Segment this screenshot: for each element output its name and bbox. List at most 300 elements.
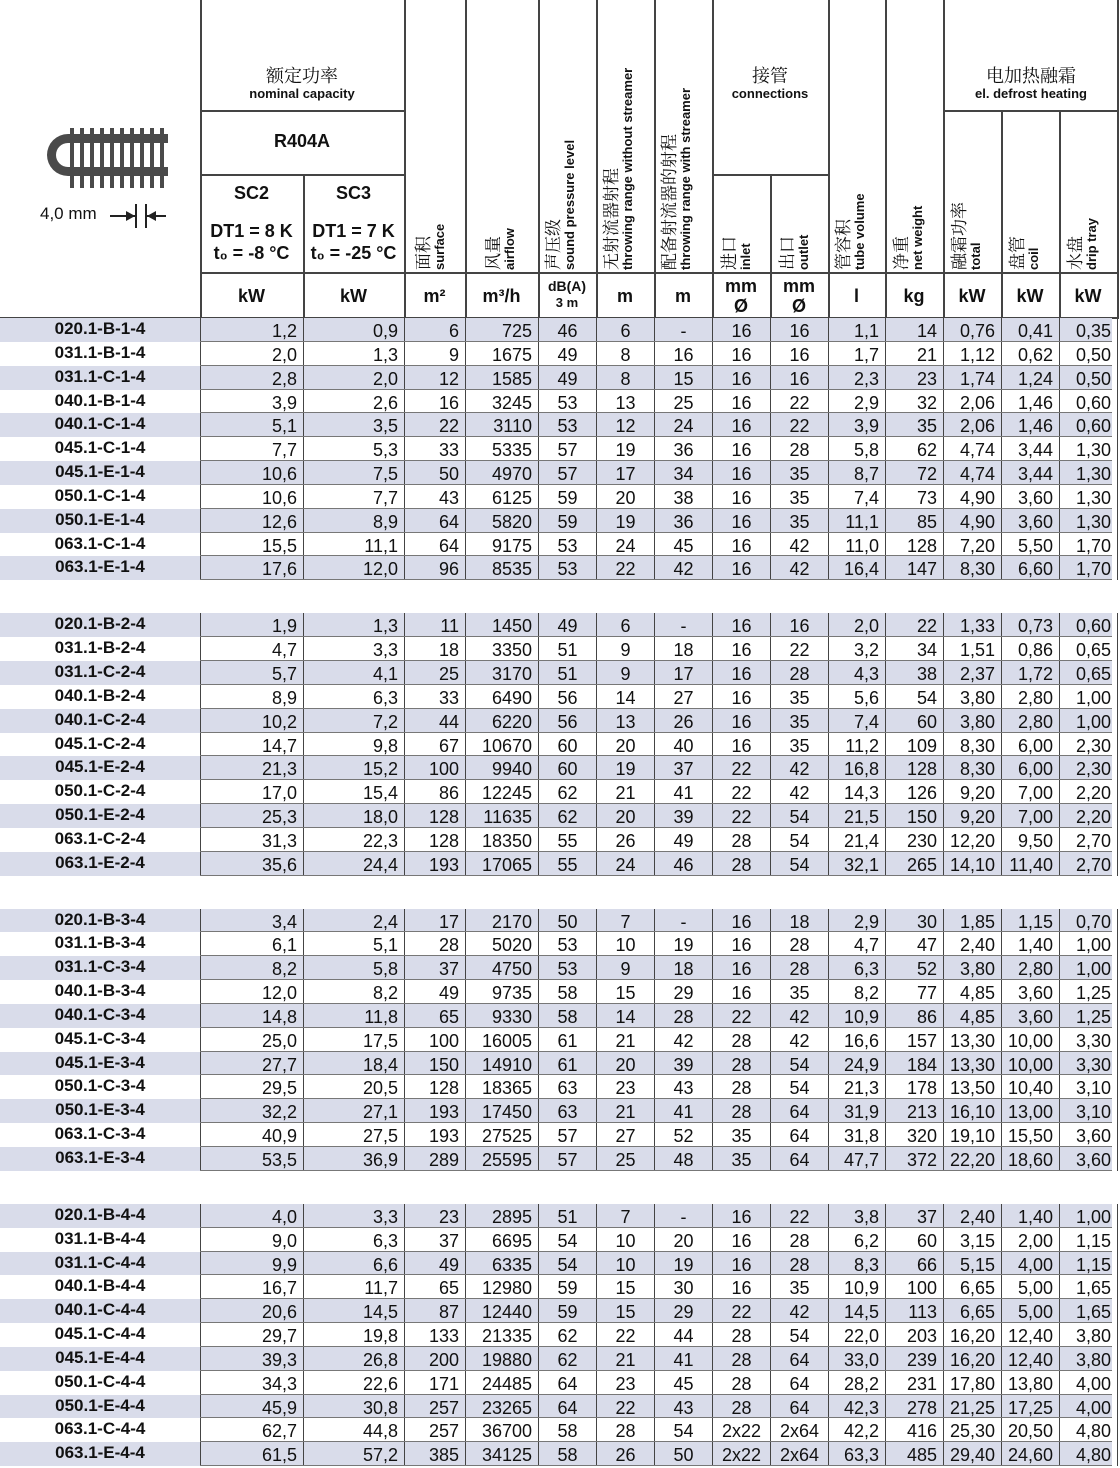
sc3-cell: 2,0 (303, 366, 404, 390)
defrost-coil-cell: 5,50 (1001, 533, 1059, 557)
tube-volume-cell: 3,2 (828, 637, 885, 661)
outlet-cell: 16 (770, 366, 828, 390)
throw-with-cell: 15 (654, 366, 712, 390)
sc2-cell: 40,9 (200, 1123, 303, 1147)
defrost-coil-cell: 10,00 (1001, 1052, 1059, 1076)
outlet-cell: 22 (770, 413, 828, 437)
airflow-cell: 3245 (465, 390, 538, 414)
defrost-coil-cell: 17,25 (1001, 1395, 1059, 1419)
inlet-cell: 35 (712, 1123, 770, 1147)
defrost-total-cell: 2,06 (943, 390, 1001, 414)
throw-with-cell: 34 (654, 461, 712, 485)
model-cell: 031.1-C-1-4 (54, 366, 146, 386)
sc3-cell: 30,8 (303, 1395, 404, 1419)
sc3-cell: 3,5 (303, 413, 404, 437)
throw-with-cell: 50 (654, 1442, 712, 1466)
surface-cell: 17 (404, 909, 465, 933)
defrost-tray-cell: 1,65 (1059, 1299, 1117, 1323)
defrost-total-cell: 3,80 (943, 709, 1001, 733)
model-cell: 020.1-B-1-4 (54, 319, 146, 338)
surface-cell: 171 (404, 1371, 465, 1395)
airflow-cell: 6125 (465, 485, 538, 509)
sound-cell: 53 (538, 956, 596, 980)
table-row (0, 1275, 1112, 1299)
net-weight-cell: 62 (885, 437, 943, 461)
sound-cell: 59 (538, 1299, 596, 1323)
throw-no-cell: 6 (596, 613, 654, 637)
sound-cell: 53 (538, 413, 596, 437)
airflow-cell: 27525 (465, 1123, 538, 1147)
table-row (0, 1347, 1112, 1371)
tube-volume-cell: 2,3 (828, 366, 885, 390)
inlet-header: 进口 inlet (720, 236, 753, 270)
table-row (0, 780, 1112, 804)
defrost-tray-cell: 1,30 (1059, 437, 1117, 461)
defrost-total-cell: 29,40 (943, 1442, 1001, 1466)
net-weight-cell: 231 (885, 1371, 943, 1395)
inlet-cell: 28 (712, 1028, 770, 1052)
data-table (0, 318, 1112, 1466)
table-row (0, 1052, 1112, 1076)
defrost-coil-cell: 3,44 (1001, 437, 1059, 461)
inlet-cell: 16 (712, 613, 770, 637)
net-weight-cell: 113 (885, 1299, 943, 1323)
model-cell: 020.1-B-2-4 (54, 614, 146, 634)
tube-volume-cell: 14,5 (828, 1299, 885, 1323)
outlet-cell: 28 (770, 1252, 828, 1276)
sc3-cell: 22,6 (303, 1371, 404, 1395)
defrost-tray-cell: 3,10 (1059, 1099, 1117, 1123)
unit-weight: kg (903, 286, 925, 306)
defrost-coil-cell: 1,46 (1001, 413, 1059, 437)
sound-cell: 58 (538, 1442, 596, 1466)
outlet-cell: 42 (770, 556, 828, 580)
sc2-cell: 2,8 (200, 366, 303, 390)
surface-cell: 257 (404, 1418, 465, 1442)
sc2-cell: 5,7 (200, 661, 303, 685)
model-cell: 063.1-E-3-4 (55, 1148, 145, 1167)
surface-cell: 49 (404, 1252, 465, 1276)
model-cell: 050.1-E-1-4 (55, 509, 145, 529)
sound-cell: 59 (538, 509, 596, 533)
defrost-total-cell: 1,12 (943, 342, 1001, 366)
table-row (0, 852, 1112, 876)
table-row (0, 756, 1112, 780)
throw-no-header: 无射流器射程 throwing range without streamer (602, 67, 635, 270)
defrost-coil-cell: 2,80 (1001, 956, 1059, 980)
tube-volume-cell: 42,3 (828, 1395, 885, 1419)
defrost-coil-cell: 0,73 (1001, 613, 1059, 637)
airflow-cell: 8535 (465, 556, 538, 580)
sc3-cell: 1,3 (303, 342, 404, 366)
sc2-cell: 2,0 (200, 342, 303, 366)
sc2-cell: 29,7 (200, 1323, 303, 1347)
throw-with-cell: 42 (654, 1028, 712, 1052)
defrost-tray-cell: 1,30 (1059, 461, 1117, 485)
defrost-tray-cell: 1,65 (1059, 1275, 1117, 1299)
model-cell: 050.1-C-3-4 (54, 1076, 146, 1096)
net-weight-cell: 150 (885, 804, 943, 828)
unit-tray: kW (1074, 286, 1102, 306)
throw-no-cell: 27 (596, 1123, 654, 1147)
model-cell: 031.1-C-3-4 (54, 957, 146, 977)
defrost-coil-cell: 10,00 (1001, 1028, 1059, 1052)
sound-cell: 55 (538, 828, 596, 852)
model-cell: 040.1-C-1-4 (54, 414, 146, 434)
defrost-coil-cell: 7,00 (1001, 780, 1059, 804)
table-row (0, 1075, 1112, 1099)
net-weight-cell: 265 (885, 852, 943, 876)
inlet-cell: 22 (712, 1004, 770, 1028)
surface-cell: 33 (404, 685, 465, 709)
throw-no-cell: 14 (596, 1004, 654, 1028)
sc3-cell: 18,4 (303, 1052, 404, 1076)
throw-with-cell: 29 (654, 1299, 712, 1323)
sc3-cell: 15,4 (303, 780, 404, 804)
throw-no-cell: 13 (596, 709, 654, 733)
tube-volume-cell: 21,4 (828, 828, 885, 852)
model-cell: 040.1-C-3-4 (54, 1004, 146, 1024)
model-cell: 031.1-B-3-4 (54, 933, 146, 953)
surface-cell: 385 (404, 1442, 465, 1466)
defrost-coil-cell: 20,50 (1001, 1418, 1059, 1442)
net-weight-cell: 100 (885, 1275, 943, 1299)
table-row (0, 1371, 1112, 1395)
sound-cell: 59 (538, 1275, 596, 1299)
defrost-tray-cell: 3,60 (1059, 1123, 1117, 1147)
model-cell: 020.1-B-4-4 (54, 1204, 146, 1224)
surface-cell: 25 (404, 661, 465, 685)
defrost-coil-cell: 1,40 (1001, 1204, 1059, 1228)
throw-with-header: 配备射流器的射程 throwing range with streamer (660, 87, 693, 270)
defrost-tray-cell: 0,60 (1059, 613, 1117, 637)
net-weight-cell: 52 (885, 956, 943, 980)
table-row (0, 980, 1112, 1004)
tube-volume-cell: 11,1 (828, 509, 885, 533)
defrost-total-cell: 16,20 (943, 1323, 1001, 1347)
defrost-coil-cell: 9,50 (1001, 828, 1059, 852)
net-weight-cell: 34 (885, 637, 943, 661)
sound-cell: 54 (538, 1228, 596, 1252)
tube-volume-cell: 22,0 (828, 1323, 885, 1347)
defrost-total-cell: 9,20 (943, 780, 1001, 804)
airflow-cell: 9735 (465, 980, 538, 1004)
tube-volume-cell: 2,9 (828, 390, 885, 414)
sc3-cell: 2,4 (303, 909, 404, 933)
defrost-total-cell: 4,74 (943, 461, 1001, 485)
unit-tube: l (853, 286, 859, 306)
outlet-cell: 22 (770, 390, 828, 414)
net-weight-cell: 35 (885, 413, 943, 437)
defrost-tray-cell: 4,00 (1059, 1371, 1117, 1395)
net-weight-cell: 126 (885, 780, 943, 804)
inlet-cell: 16 (712, 556, 770, 580)
sound-cell: 63 (538, 1099, 596, 1123)
defrost-total-cell: 1,74 (943, 366, 1001, 390)
defrost-coil-cell: 2,00 (1001, 1228, 1059, 1252)
model-cell: 063.1-E-2-4 (55, 852, 145, 872)
sc2-cell: 1,2 (200, 318, 303, 342)
sc3-cell: 7,5 (303, 461, 404, 485)
surface-cell: 12 (404, 366, 465, 390)
throw-with-cell: 45 (654, 1371, 712, 1395)
tube-volume-cell: 4,7 (828, 932, 885, 956)
surface-cell: 128 (404, 1075, 465, 1099)
sc2-cell: 10,6 (200, 485, 303, 509)
airflow-cell: 4750 (465, 956, 538, 980)
table-row (0, 1204, 1112, 1228)
defrost-coil-cell: 6,00 (1001, 756, 1059, 780)
model-cell: 045.1-E-1-4 (55, 462, 145, 482)
defrost-total-cell: 4,85 (943, 1004, 1001, 1028)
throw-with-cell: 16 (654, 342, 712, 366)
tube-volume-cell: 16,6 (828, 1028, 885, 1052)
sc3-cell: 7,2 (303, 709, 404, 733)
surface-cell: 193 (404, 1099, 465, 1123)
outlet-cell: 54 (770, 1052, 828, 1076)
defrost-coil-cell: 13,00 (1001, 1099, 1059, 1123)
table-row (0, 1099, 1112, 1123)
sc2-cell: 7,7 (200, 437, 303, 461)
airflow-cell: 2895 (465, 1204, 538, 1228)
defrost-tray-cell: 0,65 (1059, 661, 1117, 685)
tube-volume-cell: 21,3 (828, 1075, 885, 1099)
defrost-tray-cell: 2,70 (1059, 828, 1117, 852)
sound-cell: 64 (538, 1371, 596, 1395)
throw-with-cell: 37 (654, 756, 712, 780)
throw-with-cell: 18 (654, 956, 712, 980)
defrost-tray-cell: 1,00 (1059, 709, 1117, 733)
throw-no-cell: 15 (596, 1275, 654, 1299)
tube-volume-cell: 2,0 (828, 613, 885, 637)
surface-cell: 22 (404, 413, 465, 437)
tube-volume-cell: 16,8 (828, 756, 885, 780)
defrost-tray-cell: 0,65 (1059, 637, 1117, 661)
sc2-cell: 45,9 (200, 1395, 303, 1419)
defrost-total-header: 融霜功率 total (950, 202, 983, 270)
airflow-cell: 6490 (465, 685, 538, 709)
net-weight-cell: 37 (885, 1204, 943, 1228)
tube-volume-cell: 5,6 (828, 685, 885, 709)
model-cell: 031.1-B-1-4 (54, 342, 146, 362)
surface-cell: 44 (404, 709, 465, 733)
outlet-cell: 2x64 (770, 1442, 828, 1466)
table-group (0, 613, 1112, 875)
tube-volume-cell: 3,9 (828, 413, 885, 437)
outlet-cell: 28 (770, 661, 828, 685)
airflow-cell: 18365 (465, 1075, 538, 1099)
throw-no-cell: 6 (596, 318, 654, 342)
tube-volume-cell: 8,3 (828, 1252, 885, 1276)
unit-throw-with: m (674, 286, 691, 306)
throw-with-cell: 42 (654, 556, 712, 580)
airflow-header: 风量 airflow (484, 228, 517, 270)
tube-volume-cell: 8,2 (828, 980, 885, 1004)
outlet-cell: 42 (770, 1299, 828, 1323)
net-weight-cell: 47 (885, 932, 943, 956)
sound-cell: 57 (538, 1147, 596, 1171)
sc3-cell: 11,1 (303, 533, 404, 557)
throw-with-cell: 41 (654, 1347, 712, 1371)
outlet-cell: 42 (770, 533, 828, 557)
sc2-cell: 3,9 (200, 390, 303, 414)
model-cell: 063.1-C-3-4 (54, 1124, 146, 1144)
sc2-cell: 8,9 (200, 685, 303, 709)
defrost-tray-cell: 1,15 (1059, 1228, 1117, 1252)
fin-spacing-label: 4,0 mm (40, 204, 97, 223)
table-row (0, 613, 1112, 637)
throw-no-cell: 22 (596, 556, 654, 580)
outlet-cell: 22 (770, 1204, 828, 1228)
airflow-cell: 6335 (465, 1252, 538, 1276)
defrost-en: el. defrost heating (975, 86, 1087, 101)
defrost-tray-cell: 1,00 (1059, 956, 1117, 980)
sound-cell: 58 (538, 1418, 596, 1442)
model-cell: 050.1-E-2-4 (55, 805, 145, 825)
sc2-cell: 12,6 (200, 509, 303, 533)
sc2-label: SC2 (233, 183, 269, 203)
outlet-cell: 42 (770, 1004, 828, 1028)
defrost-total-cell: 2,40 (943, 932, 1001, 956)
sc2-cell: 4,7 (200, 637, 303, 661)
outlet-cell: 18 (770, 909, 828, 933)
throw-no-cell: 25 (596, 1147, 654, 1171)
unit-inlet-mm: mm (724, 276, 757, 296)
throw-with-cell: 30 (654, 1275, 712, 1299)
outlet-cell: 28 (770, 437, 828, 461)
throw-with-cell: 17 (654, 661, 712, 685)
inlet-cell: 16 (712, 485, 770, 509)
airflow-cell: 25595 (465, 1147, 538, 1171)
table-row (0, 709, 1112, 733)
tube-volume-cell: 42,2 (828, 1418, 885, 1442)
sc2-cell: 35,6 (200, 852, 303, 876)
surface-cell: 9 (404, 342, 465, 366)
table-header (0, 0, 1120, 318)
net-weight-cell: 72 (885, 461, 943, 485)
sc3-cell: 3,3 (303, 637, 404, 661)
defrost-coil-cell: 3,60 (1001, 1004, 1059, 1028)
table-row (0, 1123, 1112, 1147)
outlet-cell: 54 (770, 1075, 828, 1099)
defrost-tray-cell: 1,25 (1059, 980, 1117, 1004)
sc3-t: t₀ = -25 °C (310, 243, 397, 263)
inlet-cell: 22 (712, 804, 770, 828)
tube-volume-cell: 1,7 (828, 342, 885, 366)
net-weight-cell: 85 (885, 509, 943, 533)
inlet-cell: 16 (712, 413, 770, 437)
sc2-cell: 5,1 (200, 413, 303, 437)
sound-cell: 60 (538, 756, 596, 780)
defrost-total-cell: 3,80 (943, 956, 1001, 980)
sc2-cell: 61,5 (200, 1442, 303, 1466)
airflow-cell: 3110 (465, 413, 538, 437)
tube-volume-cell: 21,5 (828, 804, 885, 828)
airflow-cell: 1675 (465, 342, 538, 366)
model-cell: 045.1-C-4-4 (54, 1324, 146, 1344)
net-weight-cell: 30 (885, 909, 943, 933)
sound-cell: 49 (538, 366, 596, 390)
model-cell: 031.1-B-4-4 (54, 1228, 146, 1248)
throw-with-cell: 46 (654, 852, 712, 876)
sc3-cell: 18,0 (303, 804, 404, 828)
defrost-total-cell: 13,50 (943, 1075, 1001, 1099)
inlet-cell: 28 (712, 1099, 770, 1123)
surface-cell: 11 (404, 613, 465, 637)
sc2-cell: 9,9 (200, 1252, 303, 1276)
net-weight-cell: 184 (885, 1052, 943, 1076)
defrost-coil-cell: 0,62 (1001, 342, 1059, 366)
defrost-total-cell: 4,90 (943, 485, 1001, 509)
table-row (0, 1299, 1112, 1323)
unit-coil: kW (1016, 286, 1044, 306)
outlet-cell: 35 (770, 980, 828, 1004)
sc3-cell: 36,9 (303, 1147, 404, 1171)
throw-no-cell: 21 (596, 1347, 654, 1371)
inlet-cell: 2x22 (712, 1418, 770, 1442)
sc3-cell: 11,7 (303, 1275, 404, 1299)
throw-no-cell: 28 (596, 1418, 654, 1442)
model-cell: 045.1-E-2-4 (55, 757, 145, 777)
surface-cell: 289 (404, 1147, 465, 1171)
defrost-tray-cell: 0,50 (1059, 366, 1117, 390)
airflow-cell: 12440 (465, 1299, 538, 1323)
throw-with-cell: 41 (654, 1099, 712, 1123)
tube-volume-cell: 32,1 (828, 852, 885, 876)
throw-with-cell: 52 (654, 1123, 712, 1147)
defrost-total-cell: 3,80 (943, 685, 1001, 709)
table-row (0, 318, 1112, 342)
group-spacer (0, 1171, 1112, 1204)
inlet-cell: 16 (712, 342, 770, 366)
tube-volume-cell: 10,9 (828, 1004, 885, 1028)
surface-cell: 257 (404, 1395, 465, 1419)
throw-with-cell: 44 (654, 1323, 712, 1347)
net-weight-cell: 239 (885, 1347, 943, 1371)
defrost-tray-cell: 1,30 (1059, 485, 1117, 509)
defrost-tray-cell: 1,25 (1059, 1004, 1117, 1028)
throw-with-cell: 19 (654, 1252, 712, 1276)
throw-no-cell: 8 (596, 342, 654, 366)
row-divider (200, 1170, 1112, 1171)
defrost-coil-header: 盘管 coil (1008, 236, 1041, 270)
airflow-cell: 9330 (465, 1004, 538, 1028)
inlet-cell: 16 (712, 390, 770, 414)
defrost-tray-cell: 1,70 (1059, 556, 1117, 580)
surface-cell: 64 (404, 509, 465, 533)
net-weight-cell: 32 (885, 390, 943, 414)
throw-no-cell: 19 (596, 509, 654, 533)
sound-cell: 54 (538, 1252, 596, 1276)
inlet-cell: 16 (712, 318, 770, 342)
sc2-cell: 32,2 (200, 1099, 303, 1123)
inlet-cell: 28 (712, 1395, 770, 1419)
airflow-cell: 5020 (465, 932, 538, 956)
unit-surface: m² (423, 286, 446, 306)
defrost-total-cell: 2,37 (943, 661, 1001, 685)
net-weight-cell: 60 (885, 709, 943, 733)
sc3-cell: 6,6 (303, 1252, 404, 1276)
defrost-coil-cell: 7,00 (1001, 804, 1059, 828)
sc2-t: t₀ = -8 °C (213, 243, 290, 263)
tube-volume-cell: 7,4 (828, 709, 885, 733)
inlet-cell: 28 (712, 1075, 770, 1099)
throw-with-cell: 48 (654, 1147, 712, 1171)
defrost-tray-cell: 1,30 (1059, 509, 1117, 533)
defrost-tray-cell: 3,30 (1059, 1028, 1117, 1052)
table-row (0, 1004, 1112, 1028)
tube-volume-cell: 33,0 (828, 1347, 885, 1371)
